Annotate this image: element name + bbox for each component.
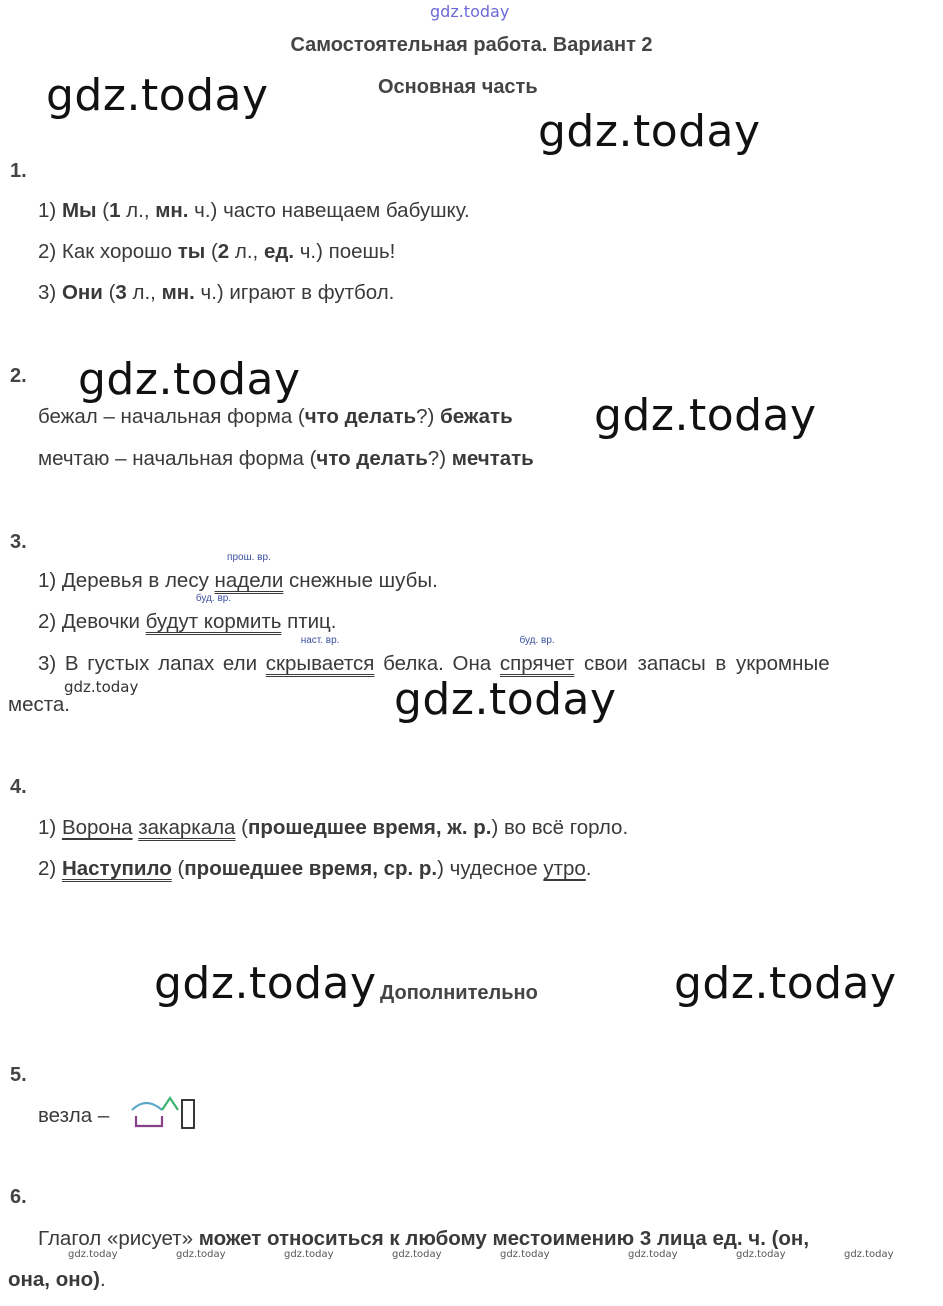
watermark: gdz.today	[394, 674, 617, 725]
task3-line1: 1) Деревья в лесу прош. вр. надели снежные шубы.	[38, 552, 438, 592]
page-title: Самостоятельная работа. Вариант 2	[290, 34, 653, 56]
task1-line2: 2) Как хорошо ты (2 л., ед. ч.) поешь!	[38, 240, 396, 263]
watermark: gdz.today	[46, 70, 269, 121]
watermark-tiny: gdz.today	[284, 1249, 334, 1260]
tense-note: буд. вр.	[519, 635, 555, 646]
task4-line2: 2) Наступило (прошедшее время, ср. р.) чудесное утро.	[38, 857, 592, 880]
tense-note: буд. вр.	[195, 593, 232, 604]
task6-line1: Глагол «рисует» может относиться к любому местоимению 3 лица ед. ч. (он,	[38, 1227, 810, 1250]
tense-note: наст. вр.	[300, 635, 340, 646]
watermark: gdz.today	[674, 958, 897, 1009]
watermark: gdz.today	[78, 354, 301, 405]
task4-line1: 1) Ворона закаркала (прошедшее время, ж. р.) во всё горло.	[38, 816, 629, 839]
watermark-small: gdz.today	[64, 678, 139, 696]
watermark-tiny: gdz.today	[392, 1249, 442, 1260]
base-bracket-icon	[136, 1116, 162, 1126]
task6-line2: она, оно).	[8, 1268, 106, 1291]
task3-line2: 2) Девочки буд. вр. будут кормить птиц.	[38, 593, 337, 633]
root-arc-icon	[132, 1103, 162, 1110]
task-number: 2.	[10, 365, 27, 387]
task-number: 4.	[10, 776, 27, 798]
watermark: gdz.today	[594, 390, 817, 441]
task-number: 1.	[10, 160, 27, 182]
watermark: gdz.today	[154, 958, 377, 1009]
watermark-tiny: gdz.today	[500, 1249, 550, 1260]
suffix-icon	[162, 1098, 178, 1110]
watermark-top: gdz.today	[430, 2, 510, 21]
watermark: gdz.today	[538, 106, 761, 157]
task-number: 5.	[10, 1064, 27, 1086]
section-title-extra: Дополнительно	[380, 982, 538, 1004]
task-number: 6.	[10, 1186, 27, 1208]
task-number: 3.	[10, 531, 27, 553]
morpheme-scheme-icon	[128, 1092, 200, 1132]
watermark-tiny: gdz.today	[68, 1249, 118, 1260]
tense-note: прош. вр.	[227, 552, 271, 563]
task1-line1: 1) Мы (1 л., мн. ч.) часто навещаем бабушку.	[38, 199, 470, 222]
watermark-tiny: gdz.today	[176, 1249, 226, 1260]
section-title: Основная часть	[378, 76, 538, 98]
task3-line3: 3) В густых лапах ели наст. вр. скрывается белка. Она буд. вр. спрячет свои запасы в укромные	[38, 635, 830, 675]
task1-line3: 3) Они (3 л., мн. ч.) играют в футбол.	[38, 281, 395, 304]
watermark-tiny: gdz.today	[628, 1249, 678, 1260]
morpheme-scheme	[128, 1092, 200, 1137]
watermark-tiny: gdz.today	[736, 1249, 786, 1260]
task2-line2: мечтаю – начальная форма (что делать?) мечтать	[38, 447, 534, 470]
task3-line4: места.	[8, 693, 71, 716]
task5-word: везла –	[38, 1104, 110, 1127]
task2-line1: бежал – начальная форма (что делать?) бежать	[38, 405, 513, 428]
watermark-tiny: gdz.today	[844, 1249, 894, 1260]
ending-box-icon	[182, 1100, 194, 1128]
